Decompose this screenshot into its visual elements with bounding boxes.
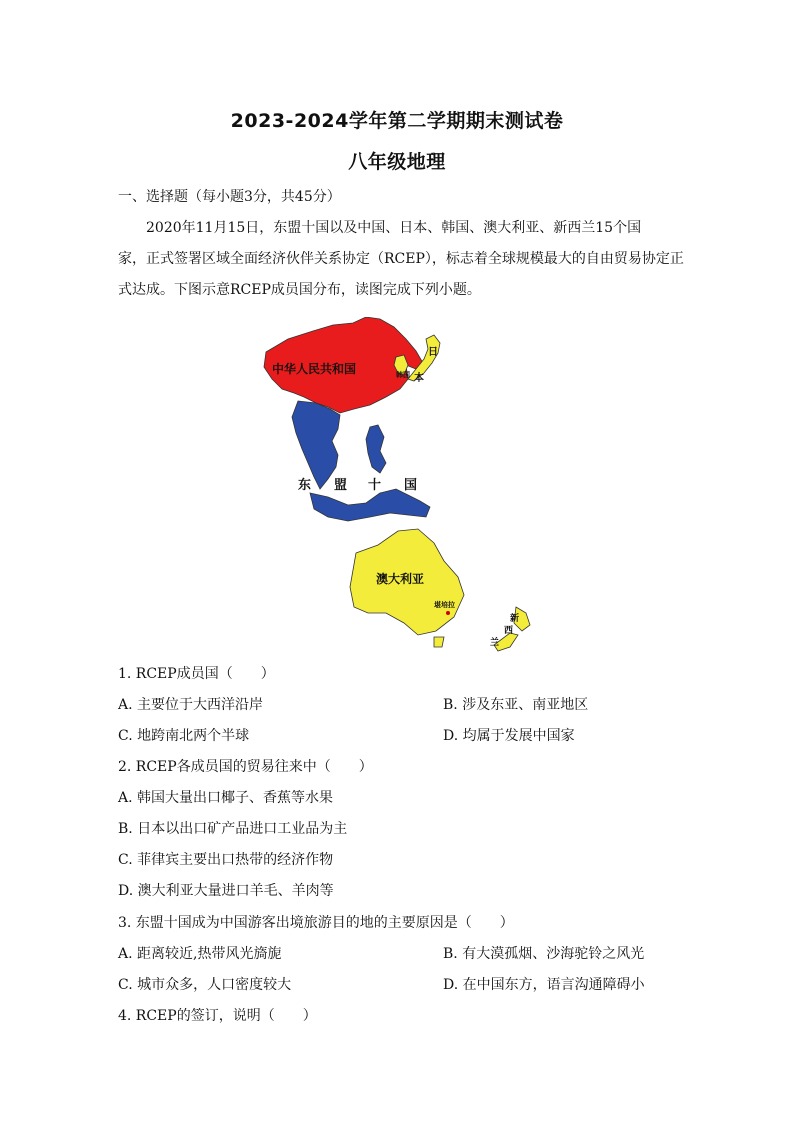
question-3-option-c[interactable]: C. 城市众多，人口密度较大 [118, 977, 292, 993]
label-asean-3: 十 [368, 478, 382, 493]
passage-line-1: 2020年11月15日，东盟十国以及中国、日本、韩国、澳大利亚、新西兰15个国 [146, 220, 642, 236]
label-nz-2: 西 [504, 626, 514, 636]
label-australia: 澳大利亚 [376, 572, 425, 586]
question-1-option-b[interactable]: B. 涉及东亚、南亚地区 [443, 697, 589, 713]
asean-mainland-region [292, 401, 340, 489]
section-heading: 一、选择题（每小题3分，共45分） [118, 189, 341, 205]
question-3-stem: 3. 东盟十国成为中国游客出境旅游目的地的主要原因是（ ） [118, 915, 514, 931]
question-1-option-d[interactable]: D. 均属于发展中国家 [443, 728, 575, 744]
question-2-option-c[interactable]: C. 菲律宾主要出口热带的经济作物 [118, 852, 334, 868]
label-china: 中华人民共和国 [272, 362, 357, 376]
canberra-marker [446, 611, 450, 615]
question-3-option-a[interactable]: A. 距离较近,热带风光旖旎 [118, 946, 282, 962]
question-2-option-d[interactable]: D. 澳大利亚大量进口羊毛、羊肉等 [118, 883, 334, 899]
label-japan-2: 本 [414, 373, 424, 384]
label-asean-1: 东 [298, 478, 312, 493]
question-4-stem: 4. RCEP的签订，说明（ ） [118, 1008, 317, 1024]
question-3-option-d[interactable]: D. 在中国东方，语言沟通障碍小 [443, 977, 645, 993]
label-asean-4: 国 [404, 478, 418, 493]
question-2-option-a[interactable]: A. 韩国大量出口椰子、香蕉等水果 [118, 790, 334, 806]
question-1-stem: 1. RCEP成员国（ ） [118, 666, 275, 682]
asean-islands-region [310, 489, 430, 521]
exam-subtitle: 八年级地理 [348, 151, 446, 173]
question-2-option-b[interactable]: B. 日本以出口矿产品进口工业品为主 [118, 821, 348, 837]
tasmania-region [434, 637, 444, 647]
question-2-stem: 2. RCEP各成员国的贸易往来中（ ） [118, 759, 373, 775]
label-canberra: 堪培拉 [434, 601, 455, 609]
label-japan-1: 日 [428, 347, 438, 358]
exam-title: 2023-2024学年第二学期期末测试卷 [230, 110, 564, 132]
passage-line-3: 式达成。下图示意RCEP成员国分布，读图完成下列小题。 [118, 282, 481, 298]
label-nz-3: 兰 [490, 638, 500, 648]
label-asean-2: 盟 [334, 478, 348, 493]
passage-line-2: 家，正式签署区域全面经济伙伴关系协定（RCEP），标志着全球规模最大的自由贸易协定正 [118, 251, 684, 267]
label-korea: 韩国 [396, 371, 410, 379]
rcep-member-map [258, 317, 536, 652]
question-1-option-a[interactable]: A. 主要位于大西洋沿岸 [118, 697, 264, 713]
philippines-region [366, 425, 386, 473]
question-3-option-b[interactable]: B. 有大漠孤烟、沙海驼铃之风光 [443, 946, 645, 962]
label-nz-1: 新 [510, 614, 520, 624]
question-1-option-c[interactable]: C. 地跨南北两个半球 [118, 728, 250, 744]
